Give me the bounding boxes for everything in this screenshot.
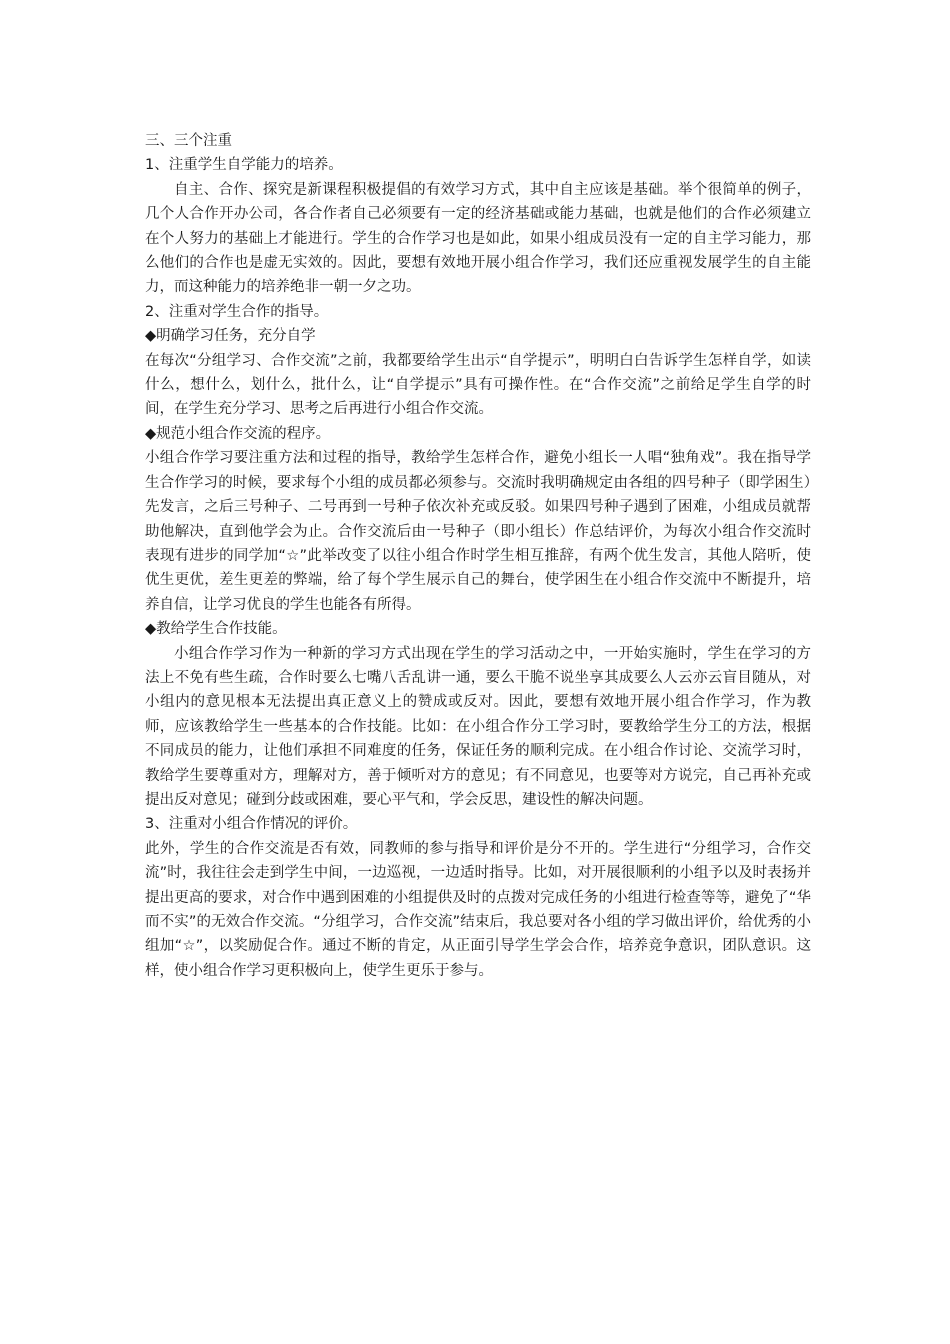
heading-self-study: 1、注重学生自学能力的培养。 (145, 157, 343, 174)
bullet-teach-skills: ◆教给学生合作技能。 (145, 621, 287, 638)
paragraph-evaluation: 此外，学生的合作交流是否有效，同教师的参与指导和评价是分不开的。学生进行“分组学习，合作交流”时，我往往会走到学生中间，一边巡视，一边适时指导。比如，对开展很顺利的小组予以及时表扬并提出更高的要求，对合作中遇到困难的小组提供及时的点拨对完成任务的小组进行检查等等，避免了“华而不实”的无效合作交流。“分组学习，合作交流”结束后，我总要对各小组的学习做出评价，给优秀的小组加“☆”，以奖励促合作。通过不断的肯定，从正面引导学生学会合作，培养竞争意识，团队意识。这样，使小组合作学习更积极向上，使学生更乐于参与。 (145, 840, 811, 979)
section-title: 三、三个注重 (145, 133, 232, 149)
heading-guidance: 2、注重对学生合作的指导。 (145, 303, 329, 320)
paragraph-self-study: 自主、合作、探究是新课程积极提倡的有效学习方式，其中自主应该是基础。举个很简单的例子，几个人合作开办公司，各合作者自己必须要有一定的经济基础或能力基础，也就是他们的合作必须建立在个人努力的基础上才能进行。学生的合作学习也是如此，如果小组成员没有一定的自主学习能力，那么他们的合作也是虚无实效的。因此，要想有效地开展小组合作学习，我们还应重视发展学生的自主能力，而这种能力的培养绝非一朝一夕之功。 (145, 181, 811, 296)
paragraph-clear-tasks: 在每次“分组学习、合作交流”之前，我都要给学生出示“自学提示”，明明白白告诉学生怎样自学，如读什么，想什么，划什么，批什么，让“自学提示”具有可操作性。在“合作交流”之前给足学生自学的时间，在学生充分学习、思考之后再进行小组合作交流。 (145, 352, 811, 418)
document-body (145, 129, 811, 983)
bullet-standardize-procedure: ◆规范小组合作交流的程序。 (145, 425, 331, 442)
paragraph-teach-skills: 小组合作学习作为一种新的学习方式出现在学生的学习活动之中，一开始实施时，学生在学习的方法上不免有些生疏，合作时要么七嘴八舌乱讲一通，要么干脆不说坐享其成要么人云亦云盲目随从，对小组内的意见根本无法提出真正意义上的赞成或反对。因此，要想有效地开展小组合作学习，作为教师，应该教给学生一些基本的合作技能。比如：在小组合作分工学习时，要教给学生分工的方法，根据不同成员的能力，让他们承担不同难度的任务，保证任务的顺利完成。在小组合作讨论、交流学习时，教给学生要尊重对方，理解对方，善于倾听对方的意见；有不同意见，也要等对方说完，自己再补充或提出反对意见；碰到分歧或困难，要心平气和，学会反思，建设性的解决问题。 (145, 645, 811, 808)
heading-evaluation: 3、注重对小组合作情况的评价。 (145, 816, 358, 833)
paragraph-standardize-procedure: 小组合作学习要注重方法和过程的指导，教给学生怎样合作，避免小组长一人唱“独角戏”。我在指导学生合作学习的时候，要求每个小组的成员都必须参与。交流时我明确规定由各组的四号种子（即学困生）先发言，之后三号种子、二号再到一号种子依次补充或反驳。如果四号种子遇到了困难，小组成员就帮助他解决，直到他学会为止。合作交流后由一号种子（即小组长）作总结评价，为每次小组合作交流时表现有进步的同学加“☆”此举改变了以往小组合作时学生相互推辞，有两个优生发言，其他人陪听，使优生更优，差生更差的弊端，给了每个学生展示自己的舞台，使学困生在小组合作交流中不断提升，培养自信，让学习优良的学生也能各有所得。 (145, 450, 811, 613)
bullet-clear-tasks: ◆明确学习任务，充分自学 (145, 328, 316, 345)
